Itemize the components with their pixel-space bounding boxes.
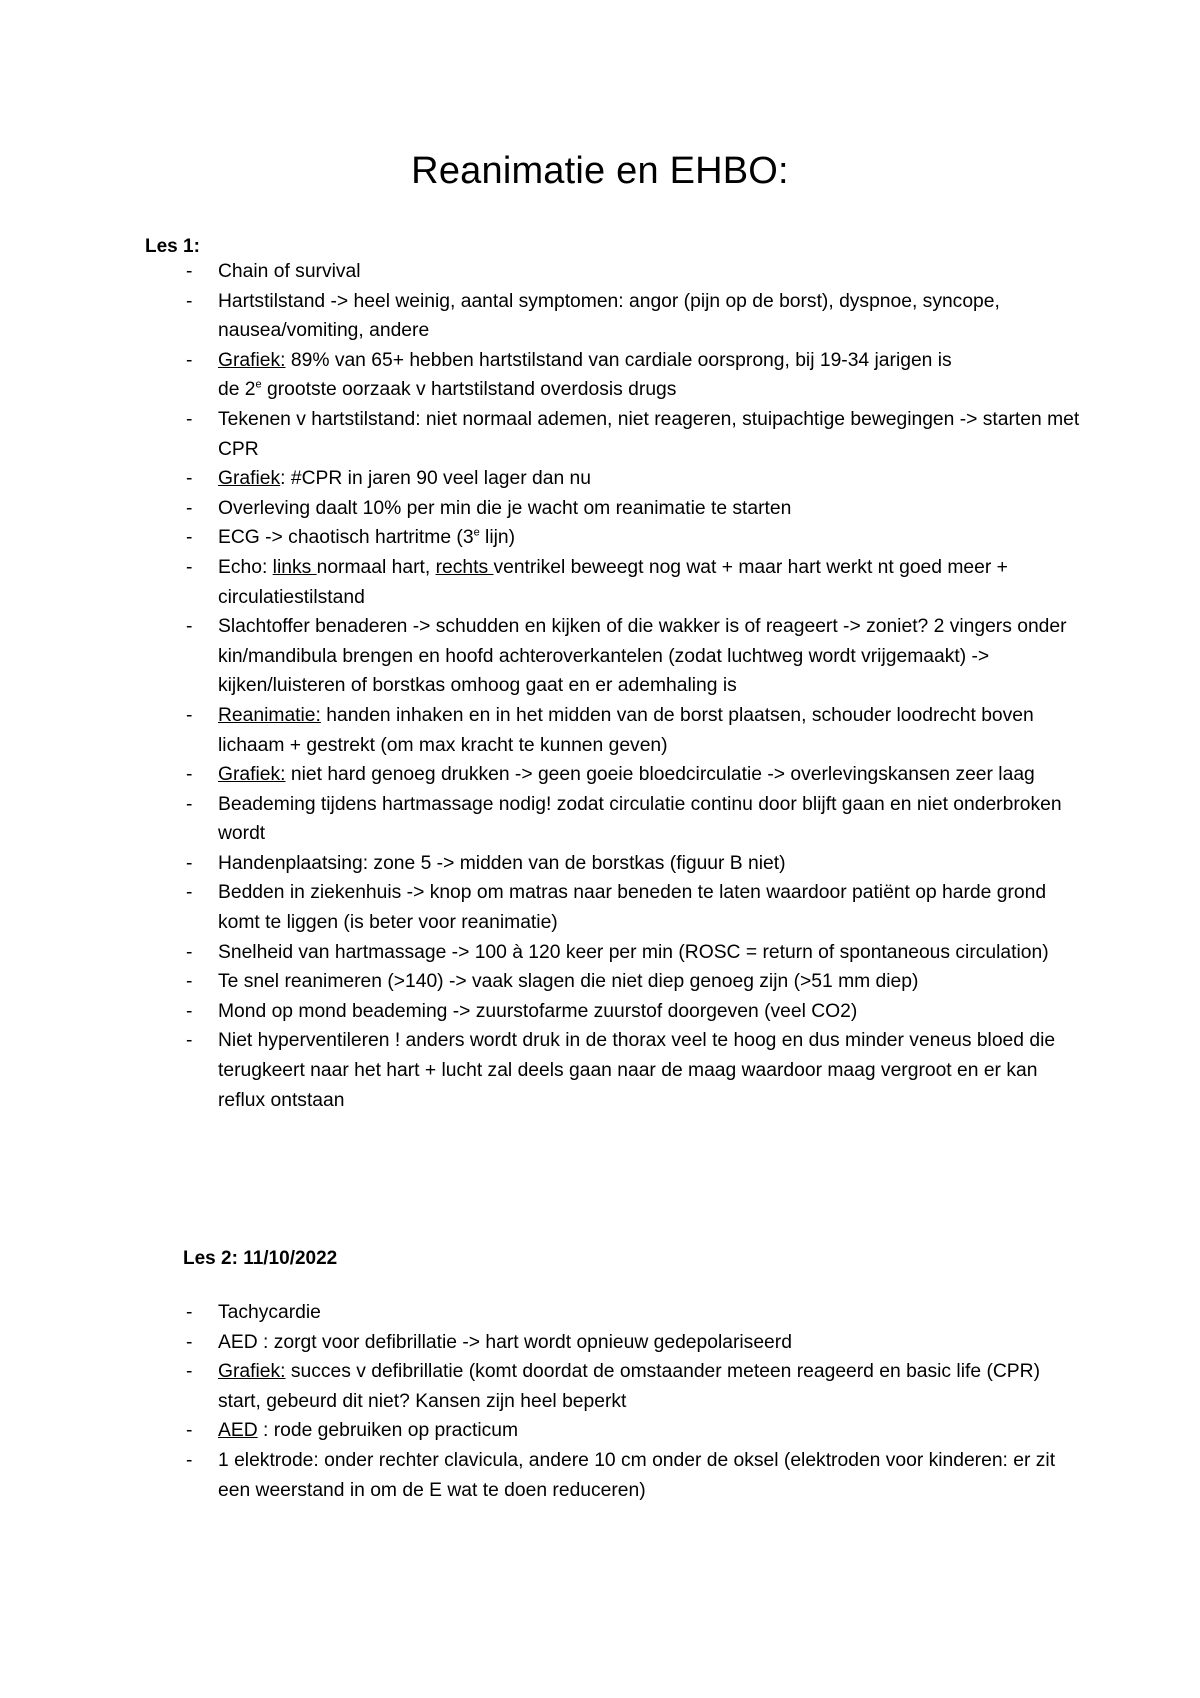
list-item	[186, 1026, 1086, 1115]
list-item-label: Reanimatie:	[218, 704, 321, 726]
list-item-text: : #CPR in jaren 90 veel lager dan nu	[280, 468, 591, 490]
list-item-text: 1 elektrode: onder rechter clavicula, andere 10 cm onder de oksel (elektroden voor kinderen: er zit een weerstand in om de E wat te doen reduceren)	[218, 1449, 1056, 1501]
document-title: Reanimatie en EHBO:	[411, 150, 789, 192]
list-item	[186, 1298, 1086, 1328]
list-item	[186, 494, 1086, 524]
list-item-text: Mond op mond beademing -> zuurstofarme zuurstof doorgeven (veel CO2)	[218, 1000, 858, 1022]
list-item-text: succes v defibrillatie (komt doordat de omstaander meteen reageerd en basic life (CPR) start, gebeurd dit niet? Kansen zijn heel beperkt	[218, 1361, 1040, 1412]
list-item	[186, 553, 1086, 612]
list-item-text: Tachycardie	[218, 1302, 321, 1323]
list-item-text: Hartstilstand -> heel weinig, aantal symptomen: angor (pijn op de borst), dyspnoe, syncope, nausea/vomiting, andere	[218, 290, 1000, 342]
list-item	[186, 1357, 1086, 1416]
list-item-text: : rode gebruiken op practicum	[257, 1420, 519, 1442]
list-item-text: AED : zorgt voor defibrillatie -> hart wordt opnieuw gedepolariseerd	[218, 1331, 792, 1353]
list-item-label: Grafiek	[218, 468, 281, 490]
list-item-label: Grafiek:	[218, 349, 286, 371]
section-1-list	[186, 257, 1086, 1115]
list-item-text: niet hard genoeg drukken -> geen goeie bloedcirculatie -> overlevingskansen zeer laag	[285, 764, 1035, 786]
list-item-label: Grafiek:	[218, 1361, 286, 1383]
list-item	[186, 287, 1086, 346]
list-item-label: Grafiek:	[218, 764, 286, 786]
list-item-text: Chain of survival	[218, 261, 361, 282]
list-item-text: Bedden in ziekenhuis -> knop om matras naar beneden te laten waardoor patiënt op harde grond komt te liggen (is beter voor reanimatie)	[218, 882, 1047, 934]
list-item	[186, 346, 1086, 405]
list-item-label: AED	[218, 1420, 258, 1442]
list-item-text: Beademing tijdens hartmassage nodig! zodat circulatie continu door blijft gaan en niet onderbroken wordt	[218, 793, 1062, 845]
list-item-text: handen inhaken en in het midden van de borst plaatsen, schouder loodrecht boven lichaam + gestrekt (om max kracht te kunnen geven)	[218, 704, 1034, 756]
list-item-text: normaal hart,	[316, 556, 436, 578]
list-item-text: Niet hyperventileren ! anders wordt druk in de thorax veel te hoog en dus minder veneus bloed die terugkeert naar het hart + lucht zal deels gaan naar de maag waardoor maag vergroot en er kan reflux ontstaan	[218, 1030, 1056, 1111]
list-item	[186, 849, 1086, 879]
list-item-text: grootste oorzaak v hartstilstand overdosis drugs	[261, 379, 677, 401]
list-item-text: Overleving daalt 10% per min die je wacht om reanimatie te starten	[218, 497, 792, 519]
list-item	[186, 967, 1086, 997]
list-item	[186, 1328, 1086, 1358]
section-2-list	[186, 1298, 1086, 1505]
list-item	[186, 790, 1086, 849]
section-heading-les-1: Les 1:	[145, 236, 200, 257]
section-heading-les-2: Les 2: 11/10/2022	[183, 1248, 338, 1269]
list-item	[186, 760, 1086, 790]
list-item	[186, 997, 1086, 1027]
list-item-text: de 2	[218, 379, 256, 401]
list-item-text: 89% van 65+ hebben hartstilstand van cardiale oorsprong, bij 19-34 jarigen is	[285, 349, 952, 371]
list-item-text: Tekenen v hartstilstand: niet normaal ademen, niet reageren, stuipachtige bewegingen -> starten met CPR	[218, 408, 1080, 460]
list-item-text: Snelheid van hartmassage -> 100 à 120 keer per min (ROSC = return of spontaneous circulation)	[218, 941, 1049, 963]
list-item-text: Slachtoffer benaderen -> schudden en kijken of die wakker is of reageert -> zoniet? 2 vingers onder kin/mandibula brengen en hoofd achteroverkantelen (zodat luchtweg wordt vrijgemaakt) -> kijken/luisteren of borstkas omhoog gaat en er ademhaling is	[218, 616, 1067, 697]
list-item	[186, 1416, 1086, 1446]
list-item-text: Te snel reanimeren (>140) -> vaak slagen die niet diep genoeg zijn (>51 mm diep)	[218, 971, 919, 993]
list-item	[186, 938, 1086, 968]
list-item	[186, 257, 1086, 287]
list-item	[186, 1446, 1086, 1505]
list-item-text: ECG -> chaotisch hartritme (3	[218, 527, 474, 549]
list-item-text: Handenplaatsing: zone 5 -> midden van de borstkas (figuur B niet)	[218, 852, 786, 874]
list-item	[186, 878, 1086, 937]
list-item-text: ventrikel beweegt nog wat + maar hart werkt nt goed meer + circulatiestilstand	[218, 556, 1008, 608]
list-item-label: rechts	[435, 556, 494, 578]
list-item	[186, 701, 1086, 760]
list-item	[186, 612, 1086, 701]
list-item	[186, 523, 1086, 553]
list-item-text: Echo:	[218, 556, 273, 578]
list-item-label: links	[272, 556, 317, 578]
list-item-text: lijn)	[479, 527, 516, 549]
superscript: e	[255, 378, 262, 391]
list-item	[186, 464, 1086, 494]
superscript: e	[473, 526, 480, 539]
list-item	[186, 405, 1086, 464]
